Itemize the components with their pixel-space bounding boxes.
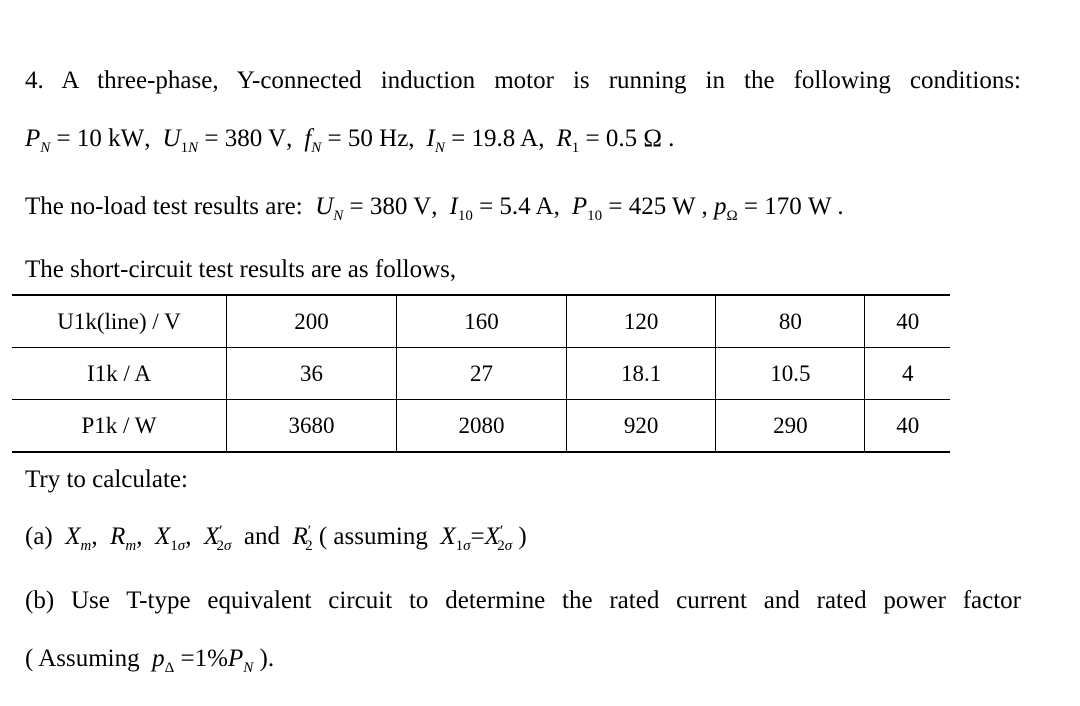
part-b: (b) Use T-type equivalent circuit to determine the rated current and rated power factor: [25, 587, 1021, 614]
noload-voltage: $U_N = 380$ V: [315, 193, 432, 224]
part-a-prefix: (a): [25, 523, 53, 550]
table-cell: 36: [227, 348, 397, 400]
table-cell: 160: [397, 295, 567, 348]
table-cell: 200: [227, 295, 397, 348]
rated-power: $P_N = 10$ kW: [25, 125, 145, 156]
table-cell: 40: [865, 295, 950, 348]
table-row: [12, 348, 950, 400]
table-cell: 40: [865, 400, 950, 453]
part-b-assuming: ( Assuming: [25, 645, 140, 672]
rated-current: $I_N = 19.8$ A: [426, 125, 539, 156]
table-row: [12, 295, 950, 348]
table-cell: 4: [865, 348, 950, 400]
table-cell: 3680: [227, 400, 397, 453]
short-circuit-label: The short-circuit test results are as follows,: [25, 256, 457, 283]
table-cell: 120: [567, 295, 716, 348]
noload-current: $I_{10} = 5.4$ A: [449, 193, 554, 224]
short-circuit-table: [12, 294, 950, 453]
problem-intro: [25, 66, 1021, 96]
part-b-assumption: ( Assuming $p_\Delta =1\%P_N$ ).: [25, 645, 275, 676]
rated-values: $P_N = 10$ kW, $U_{1N} = 380$ V, $f_N = 50$ Hz, $I_N = 19.8$ A, $R_1 = 0.5$ Ω .: [25, 125, 675, 156]
table-row: [12, 400, 950, 453]
table-cell: 80: [716, 295, 865, 348]
row-label-power: P1k / W: [12, 400, 227, 453]
rated-voltage: $U_{1N} = 380$ V: [162, 125, 287, 156]
try-label: Try to calculate:: [25, 466, 188, 493]
part-a: (a) $X_m$, $R_m$, $X_{1\sigma}$, $X'_{2\sigma}$ and $R'_2$ ( assuming $X_{1\sigma}=X'_{2\sigma}$ ): [25, 523, 527, 554]
stator-resistance: $R_1 = 0.5$ Ω: [556, 125, 662, 156]
noload-results: The no-load test results are: $U_N = 380$ V, $I_{10} = 5.4$ A, $P_{10} = 425$ W , $p_\Omega = 170$ W .: [25, 193, 844, 224]
table-cell: 18.1: [567, 348, 716, 400]
part-a-and: and: [243, 523, 281, 550]
problem-intro-text: 4. A three-phase, Y-connected induction motor is running in the following conditions:: [25, 67, 1021, 94]
noload-label: The no-load test results are:: [25, 193, 303, 220]
mechanical-loss: $p_\Omega = 170$ W: [713, 193, 832, 224]
part-a-assuming: ( assuming: [318, 523, 428, 550]
table-cell: 27: [397, 348, 567, 400]
noload-power: $P_{10} = 425$ W: [571, 193, 696, 224]
row-label-voltage: U1k(line) / V: [12, 295, 227, 348]
row-label-current: I1k / A: [12, 348, 227, 400]
table-cell: 290: [716, 400, 865, 453]
rated-frequency: $f_N = 50$ Hz: [304, 125, 409, 156]
table-cell: 920: [567, 400, 716, 453]
table-cell: 2080: [397, 400, 567, 453]
table-cell: 10.5: [716, 348, 865, 400]
